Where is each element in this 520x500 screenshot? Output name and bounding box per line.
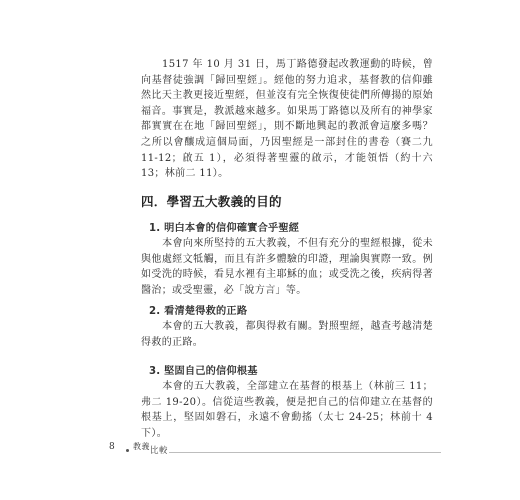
page-number: 8 <box>109 442 115 452</box>
point-1-body: 本會向來所堅持的五大教義，不但有充分的聖經根據，從未與他處經文牴觸，而且有許多體驗的印證，理論與實際一致。例如受洗的時候，看見水裡有主耶穌的血；或受洗之後，疾病得著醫治；或受聖靈，必「說方言」等。 <box>141 238 433 296</box>
footer-dot <box>126 449 129 452</box>
point-1-heading: 1. 明白本會的信仰確實合乎聖經 <box>149 223 300 234</box>
section-title: 四．學習五大教義的目的 <box>141 194 282 209</box>
footer-brand-part2: 比較 <box>150 446 169 456</box>
intro-text: 1517 年 10 月 31 日，馬丁路德發起改教運動的時候，曾向基督徒強調「歸回聖經」。經他的努力追求，基督教的信仰雖然比天主教更接近聖經，但並沒有完全恢復使徒們所傳揚的原始福音。事實是，教派越來越多。如果馬丁路德以及所有的神學家都實實在在地「歸回聖經」，則不斷地興起的教派會這麼多嗎？之所以會釀成這個局面，乃因聖經是一部封住的書卷（賽二九 11-12；啟五 1），必須得著聖靈的啟示，才能領悟（約十六 13；林前二 11）。 <box>141 59 433 180</box>
footer-brand <box>133 440 169 456</box>
point-3-paragraph <box>141 379 433 441</box>
footer-rule <box>169 452 441 453</box>
intro-paragraph <box>141 57 433 182</box>
page-footer <box>109 440 441 460</box>
point-3-body: 本會的五大教義，全部建立在基督的根基上（林前三 11；弗二 19-20）。信從這些教義，便是把自己的信仰建立在基督的根基上，堅固如磐石，永遠不會動搖（太七 24-25；林前十 4 下）。 <box>141 381 433 439</box>
point-2-body: 本會的五大教義，都與得救有關。對照聖經，越查考越清楚得救的正路。 <box>141 321 433 348</box>
point-1-paragraph <box>141 236 433 298</box>
point-3-heading: 3. 堅固自己的信仰根基 <box>149 366 258 377</box>
footer-brand-part1: 教義 <box>133 442 150 451</box>
point-2-heading: 2. 看清楚得救的正路 <box>149 306 248 317</box>
point-2-paragraph <box>141 319 433 350</box>
